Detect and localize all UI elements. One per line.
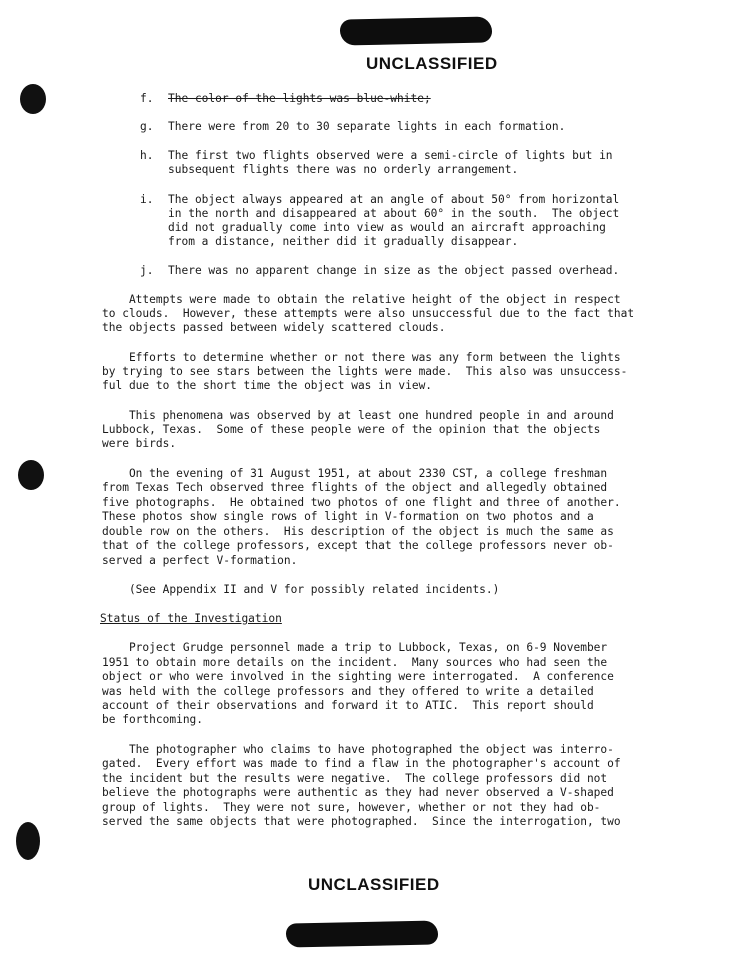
item-h-letter: h. — [140, 149, 154, 162]
appendix-reference: (See Appendix II and V for possibly related incidents.) — [102, 583, 500, 596]
paragraph-line: double row on the others. His description of the object is much the same as — [102, 525, 614, 538]
item-j-letter: j. — [140, 264, 154, 277]
item-h-line: The first two flights observed were a semi-circle of lights but in — [168, 149, 613, 162]
header-classification-stamp: UNCLASSIFIED — [366, 54, 498, 73]
paragraph-line: from Texas Tech observed three flights of the object and allegedly obtained — [102, 481, 608, 494]
paragraph-line: by trying to see stars between the lights were made. This also was unsuccess- — [102, 365, 628, 378]
footer-classification-stamp: UNCLASSIFIED — [308, 875, 440, 894]
paragraph-line: Lubbock, Texas. Some of these people were of the opinion that the objects — [102, 423, 601, 436]
paragraph-line: served a perfect V-formation. — [102, 554, 298, 567]
paragraph-line: Efforts to determine whether or not there was any form between the lights — [102, 351, 621, 364]
paragraph-line: Project Grudge personnel made a trip to Lubbock, Texas, on 6-9 November — [102, 641, 608, 654]
item-i-letter: i. — [140, 193, 154, 206]
punch-hole-top — [20, 84, 46, 114]
paragraph-line: served the same objects that were photographed. Since the interrogation, two — [102, 815, 621, 828]
paragraph-line: Attempts were made to obtain the relative height of the object in respect — [102, 293, 621, 306]
paragraph-line: This phenomena was observed by at least one hundred people in and around — [102, 409, 614, 422]
paragraph-line: the incident but the results were negative. The college professors did not — [102, 772, 608, 785]
item-i-line: did not gradually come into view as would an aircraft approaching — [168, 221, 606, 234]
item-g-text: There were from 20 to 30 separate lights in each formation. — [168, 120, 566, 133]
paragraph-line: ful due to the short time the object was in view. — [102, 379, 433, 392]
item-h-line: subsequent flights there was no orderly arrangement. — [168, 163, 519, 176]
paragraph-line: believe the photographs were authentic as they had never observed a V-shaped — [102, 786, 614, 799]
item-g-letter: g. — [140, 120, 154, 133]
item-i-line: The object always appeared at an angle of about 50° from horizontal — [168, 193, 620, 206]
section-heading: Status of the Investigation — [100, 612, 282, 625]
paragraph-line: be forthcoming. — [102, 713, 204, 726]
paragraph-line: object or who were involved in the sighting were interrogated. A conference — [102, 670, 614, 683]
item-i-line: in the north and disappeared at about 60° in the south. The object — [168, 207, 620, 220]
paragraph-line: group of lights. They were not sure, however, whether or not they had ob- — [102, 801, 601, 814]
paragraph-line: 1951 to obtain more details on the incident. Many sources who had seen the — [102, 656, 608, 669]
item-f-text: The color of the lights was blue-white; — [168, 92, 431, 105]
paragraph-line: On the evening of 31 August 1951, at about 2330 CST, a college freshman — [102, 467, 608, 480]
paragraph-line: to clouds. However, these attempts were also unsuccessful due to the fact that — [102, 307, 635, 320]
paragraph-line: five photographs. He obtained two photos of one flight and three of another. — [102, 496, 621, 509]
paragraph-line: gated. Every effort was made to find a flaw in the photographer's account of — [102, 757, 621, 770]
item-j-text: There was no apparent change in size as the object passed overhead. — [168, 264, 620, 277]
paragraph-line: the objects passed between widely scattered clouds. — [102, 321, 446, 334]
paragraph-line: The photographer who claims to have photographed the object was interro- — [102, 743, 614, 756]
punch-hole-middle — [18, 460, 44, 490]
punch-hole-bottom — [16, 822, 40, 860]
paragraph-line: account of their observations and forward it to ATIC. This report should — [102, 699, 594, 712]
top-redaction — [340, 16, 493, 45]
item-i-line: from a distance, neither did it gradually disappear. — [168, 235, 519, 248]
item-f-letter: f. — [140, 92, 154, 105]
paragraph-line: was held with the college professors and they offered to write a detailed — [102, 685, 594, 698]
paragraph-line: These photos show single rows of light in V-formation on two photos and a — [102, 510, 594, 523]
bottom-redaction — [286, 920, 438, 947]
paragraph-line: were birds. — [102, 437, 177, 450]
paragraph-line: that of the college professors, except that the college professors never ob- — [102, 539, 614, 552]
